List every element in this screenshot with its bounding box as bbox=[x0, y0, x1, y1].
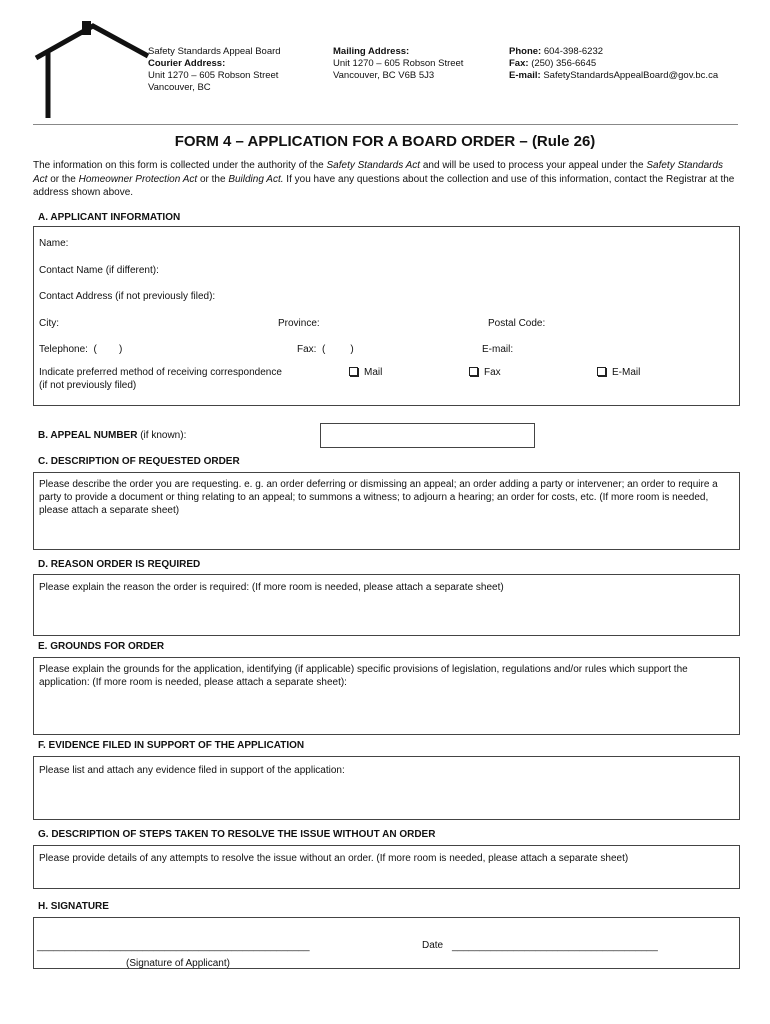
section-h-heading: H. SIGNATURE bbox=[38, 901, 109, 912]
signature-box bbox=[33, 917, 740, 969]
postal-code-field[interactable]: Postal Code: bbox=[488, 318, 546, 329]
courier-line1: Unit 1270 – 605 Robson Street bbox=[148, 70, 279, 81]
section-c-heading: C. DESCRIPTION OF REQUESTED ORDER bbox=[38, 456, 240, 467]
fax-option[interactable] bbox=[469, 366, 501, 379]
phone-label: Phone: bbox=[509, 46, 542, 57]
intro-act-1: Safety Standards Act bbox=[326, 160, 421, 171]
requested-order-box[interactable] bbox=[33, 472, 740, 550]
requested-order-instructions: Please describe the order you are requesting. e. g. an order deferring or dismissing an appeal; an order adding a party or intervener; an order to require a party to provide a document or thing relating to an appeal; to summons a witness; to adjourn a hearing; an order for costs, etc. (If more room is needed, please attach a separate sheet) bbox=[39, 479, 718, 516]
evidence-box[interactable] bbox=[33, 756, 740, 820]
courier-line2: Vancouver, BC bbox=[148, 82, 211, 93]
email-checkbox[interactable] bbox=[597, 367, 606, 376]
date-line[interactable]: _____________________________________ bbox=[452, 941, 658, 952]
intro-act-4: Building Act. bbox=[228, 173, 284, 185]
fax-label: Fax: bbox=[509, 58, 529, 69]
signature-caption: (Signature of Applicant) bbox=[126, 958, 230, 969]
section-b-note: (if known): bbox=[137, 430, 187, 441]
section-d-heading: D. REASON ORDER IS REQUIRED bbox=[38, 559, 201, 570]
grounds-box[interactable] bbox=[33, 657, 740, 735]
intro-paragraph bbox=[33, 159, 738, 200]
mailing-label: Mailing Address: bbox=[333, 46, 410, 57]
mailing-line1: Unit 1270 – 605 Robson Street bbox=[333, 58, 464, 69]
reason-instructions: Please explain the reason the order is required: (If more room is needed, please attach a separate sheet) bbox=[39, 582, 504, 593]
province-field[interactable]: Province: bbox=[278, 318, 320, 329]
mail-option[interactable] bbox=[349, 366, 382, 379]
reason-box[interactable] bbox=[33, 574, 740, 636]
fax-value: (250) 356-6645 bbox=[531, 58, 597, 69]
contact-address-field[interactable]: Contact Address (if not previously filed): bbox=[39, 291, 216, 302]
section-b-title: B. APPEAL NUMBER bbox=[38, 430, 138, 441]
section-g-heading: G. DESCRIPTION OF STEPS TAKEN TO RESOLVE THE ISSUE WITHOUT AN ORDER bbox=[38, 829, 436, 840]
contact-name-field[interactable]: Contact Name (if different): bbox=[39, 265, 159, 276]
form-title: FORM 4 – APPLICATION FOR A BOARD ORDER – (Rule 26) bbox=[174, 133, 596, 150]
intro-act-2: Safety Standards Act bbox=[33, 160, 724, 185]
applicant-info-box bbox=[33, 226, 740, 406]
mailing-line2: Vancouver, BC V6B 5J3 bbox=[333, 70, 435, 81]
contact-block bbox=[509, 46, 718, 82]
intro-text-3: or the bbox=[47, 173, 79, 185]
steps-box[interactable] bbox=[33, 845, 740, 889]
intro-text-1: The information on this form is collected under the authority of the bbox=[33, 160, 327, 171]
courier-address-block bbox=[148, 46, 281, 94]
section-f-heading: F. EVIDENCE FILED IN SUPPORT OF THE APPLICATION bbox=[38, 740, 305, 751]
city-field[interactable]: City: bbox=[39, 318, 59, 329]
header-divider bbox=[33, 124, 738, 125]
email-value: SafetyStandardsAppealBoard@gov.bc.ca bbox=[543, 70, 719, 81]
method-line2: (if not previously filed) bbox=[39, 380, 137, 391]
phone-value: 604-398-6232 bbox=[543, 46, 604, 57]
name-field[interactable]: Name: bbox=[39, 238, 69, 249]
intro-text-4: or the bbox=[197, 173, 229, 185]
grounds-instructions: Please explain the grounds for the application, identifying (if applicable) specific provisions of legislation, regulations and/or rules which support the application: (If more room is needed, please attach a separate sheet): bbox=[39, 664, 688, 688]
email-option[interactable] bbox=[597, 366, 640, 379]
email-label: E-mail: bbox=[509, 70, 541, 81]
email-option-label: E-Mail bbox=[612, 367, 641, 378]
fax-option-label: Fax bbox=[484, 367, 501, 378]
section-e-heading: E. GROUNDS FOR ORDER bbox=[38, 641, 165, 652]
signature-line[interactable]: _________________________________________________ bbox=[37, 941, 310, 952]
intro-text-2: and will be used to process your appeal under the bbox=[420, 160, 647, 171]
org-name: Safety Standards Appeal Board bbox=[148, 46, 281, 57]
email-field[interactable]: E-mail: bbox=[482, 344, 514, 355]
method-label bbox=[39, 366, 282, 392]
appeal-number-input[interactable] bbox=[320, 423, 535, 448]
method-line1: Indicate preferred method of receiving correspondence bbox=[39, 367, 282, 378]
telephone-field[interactable]: Telephone: ( ) bbox=[39, 344, 123, 355]
section-a-heading: A. APPLICANT INFORMATION bbox=[38, 212, 181, 223]
intro-text-5: If you have any questions about the collection and use of this information, contact the Registrar at the address shown above. bbox=[33, 173, 735, 198]
evidence-instructions: Please list and attach any evidence filed in support of the application: bbox=[39, 765, 345, 776]
courier-label: Courier Address: bbox=[148, 58, 226, 69]
mailing-address-block bbox=[333, 46, 463, 82]
mail-option-label: Mail bbox=[364, 367, 383, 378]
date-label: Date bbox=[422, 940, 444, 951]
fax-checkbox[interactable] bbox=[469, 367, 478, 376]
intro-act-3: Homeowner Protection Act bbox=[78, 173, 198, 185]
fax-field[interactable]: Fax: ( ) bbox=[297, 344, 354, 355]
mail-checkbox[interactable] bbox=[349, 367, 358, 376]
steps-instructions: Please provide details of any attempts to resolve the issue without an order. (If more room is needed, please attach a separate sheet) bbox=[39, 853, 629, 864]
section-b-heading bbox=[38, 430, 186, 441]
